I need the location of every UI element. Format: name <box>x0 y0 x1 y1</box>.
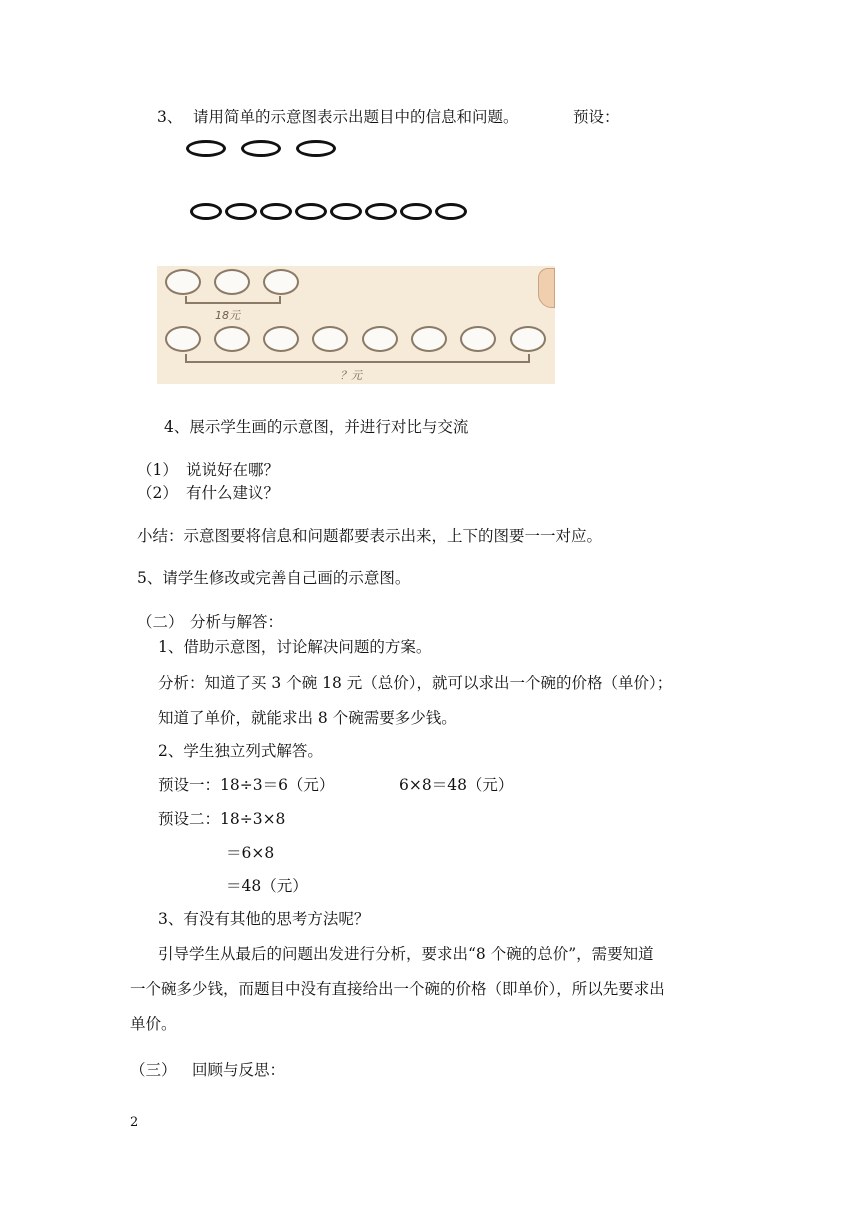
item3-number: 3、 <box>157 108 183 126</box>
preset2-equation-1: 预设二：18÷3×8 <box>158 810 286 828</box>
analysis-line-2: 知道了单价，就能求出 8 个碗需要多少钱。 <box>158 709 457 727</box>
drawn-ovals-bottom-row <box>190 203 467 220</box>
bowl-diagram-illustration <box>157 266 555 384</box>
oval <box>190 203 222 220</box>
guide-line-2: 一个碗多少钱，而题目中没有直接给出一个碗的价格（即单价），所以先要求出 <box>130 980 665 998</box>
oval <box>400 203 432 220</box>
page-number: 2 <box>130 1115 139 1130</box>
bowl-oval <box>263 326 299 352</box>
oval <box>295 203 327 220</box>
item3-text: 请用简单的示意图表示出题目中的信息和问题。 <box>193 108 519 126</box>
drawn-ovals-top-row <box>186 140 336 157</box>
bowl-oval <box>460 326 496 352</box>
question-2-number: （2） <box>137 484 178 502</box>
bowl-oval <box>411 326 447 352</box>
bowl-oval <box>510 326 546 352</box>
oval <box>365 203 397 220</box>
step3-text: 3、有没有其他的思考方法呢？ <box>158 910 370 928</box>
oval <box>241 140 281 157</box>
section3-heading: 回顾与反思： <box>192 1061 286 1079</box>
preset2-equation-3: ＝48（元） <box>226 877 308 895</box>
guide-line-3: 单价。 <box>130 1015 177 1033</box>
item3-preset-label: 预设： <box>573 108 620 126</box>
guide-line-1: 引导学生从最后的问题出发进行分析，要求出“8 个碗的总价”，需要知道 <box>158 945 654 963</box>
section2-number: （二） <box>137 613 184 631</box>
oval <box>330 203 362 220</box>
bowl-oval <box>165 269 201 295</box>
bowl-oval <box>165 326 201 352</box>
oval <box>225 203 257 220</box>
bowl-oval <box>312 326 348 352</box>
oval <box>260 203 292 220</box>
preset2-equation-2: ＝6×8 <box>226 844 275 862</box>
step1-text: 1、借助示意图，讨论解决问题的方案。 <box>158 638 432 656</box>
item4-text: 4、展示学生画的示意图，并进行对比与交流 <box>164 418 469 436</box>
price-label-bottom: ？元 <box>340 369 362 382</box>
bowl-oval <box>263 269 299 295</box>
step2-text: 2、学生独立列式解答。 <box>158 742 323 760</box>
oval <box>435 203 467 220</box>
preset1-equation-2: 6×8＝48（元） <box>399 776 514 794</box>
oval <box>186 140 226 157</box>
question-1-text: 说说好在哪？ <box>186 461 280 479</box>
summary-text: 小结：示意图要将信息和问题都要表示出来，上下的图要一一对应。 <box>137 527 603 545</box>
preset1-equation-1: 预设一：18÷3＝6（元） <box>158 776 335 794</box>
hand-decoration <box>538 268 555 308</box>
item5-text: 5、请学生修改或完善自己画的示意图。 <box>137 569 411 587</box>
section3-number: （三） <box>130 1061 177 1079</box>
section2-heading: 分析与解答： <box>190 613 284 631</box>
analysis-line-1: 分析：知道了买 3 个碗 18 元（总价），就可以求出一个碗的价格（单价）； <box>158 674 673 692</box>
brace-bottom <box>185 354 530 363</box>
brace-top <box>185 296 281 304</box>
price-label-top: 18元 <box>215 309 240 322</box>
oval <box>296 140 336 157</box>
question-2-text: 有什么建议？ <box>186 484 280 502</box>
bowl-oval <box>214 326 250 352</box>
question-1-number: （1） <box>137 461 178 479</box>
bowl-oval <box>214 269 250 295</box>
bowl-oval <box>362 326 398 352</box>
